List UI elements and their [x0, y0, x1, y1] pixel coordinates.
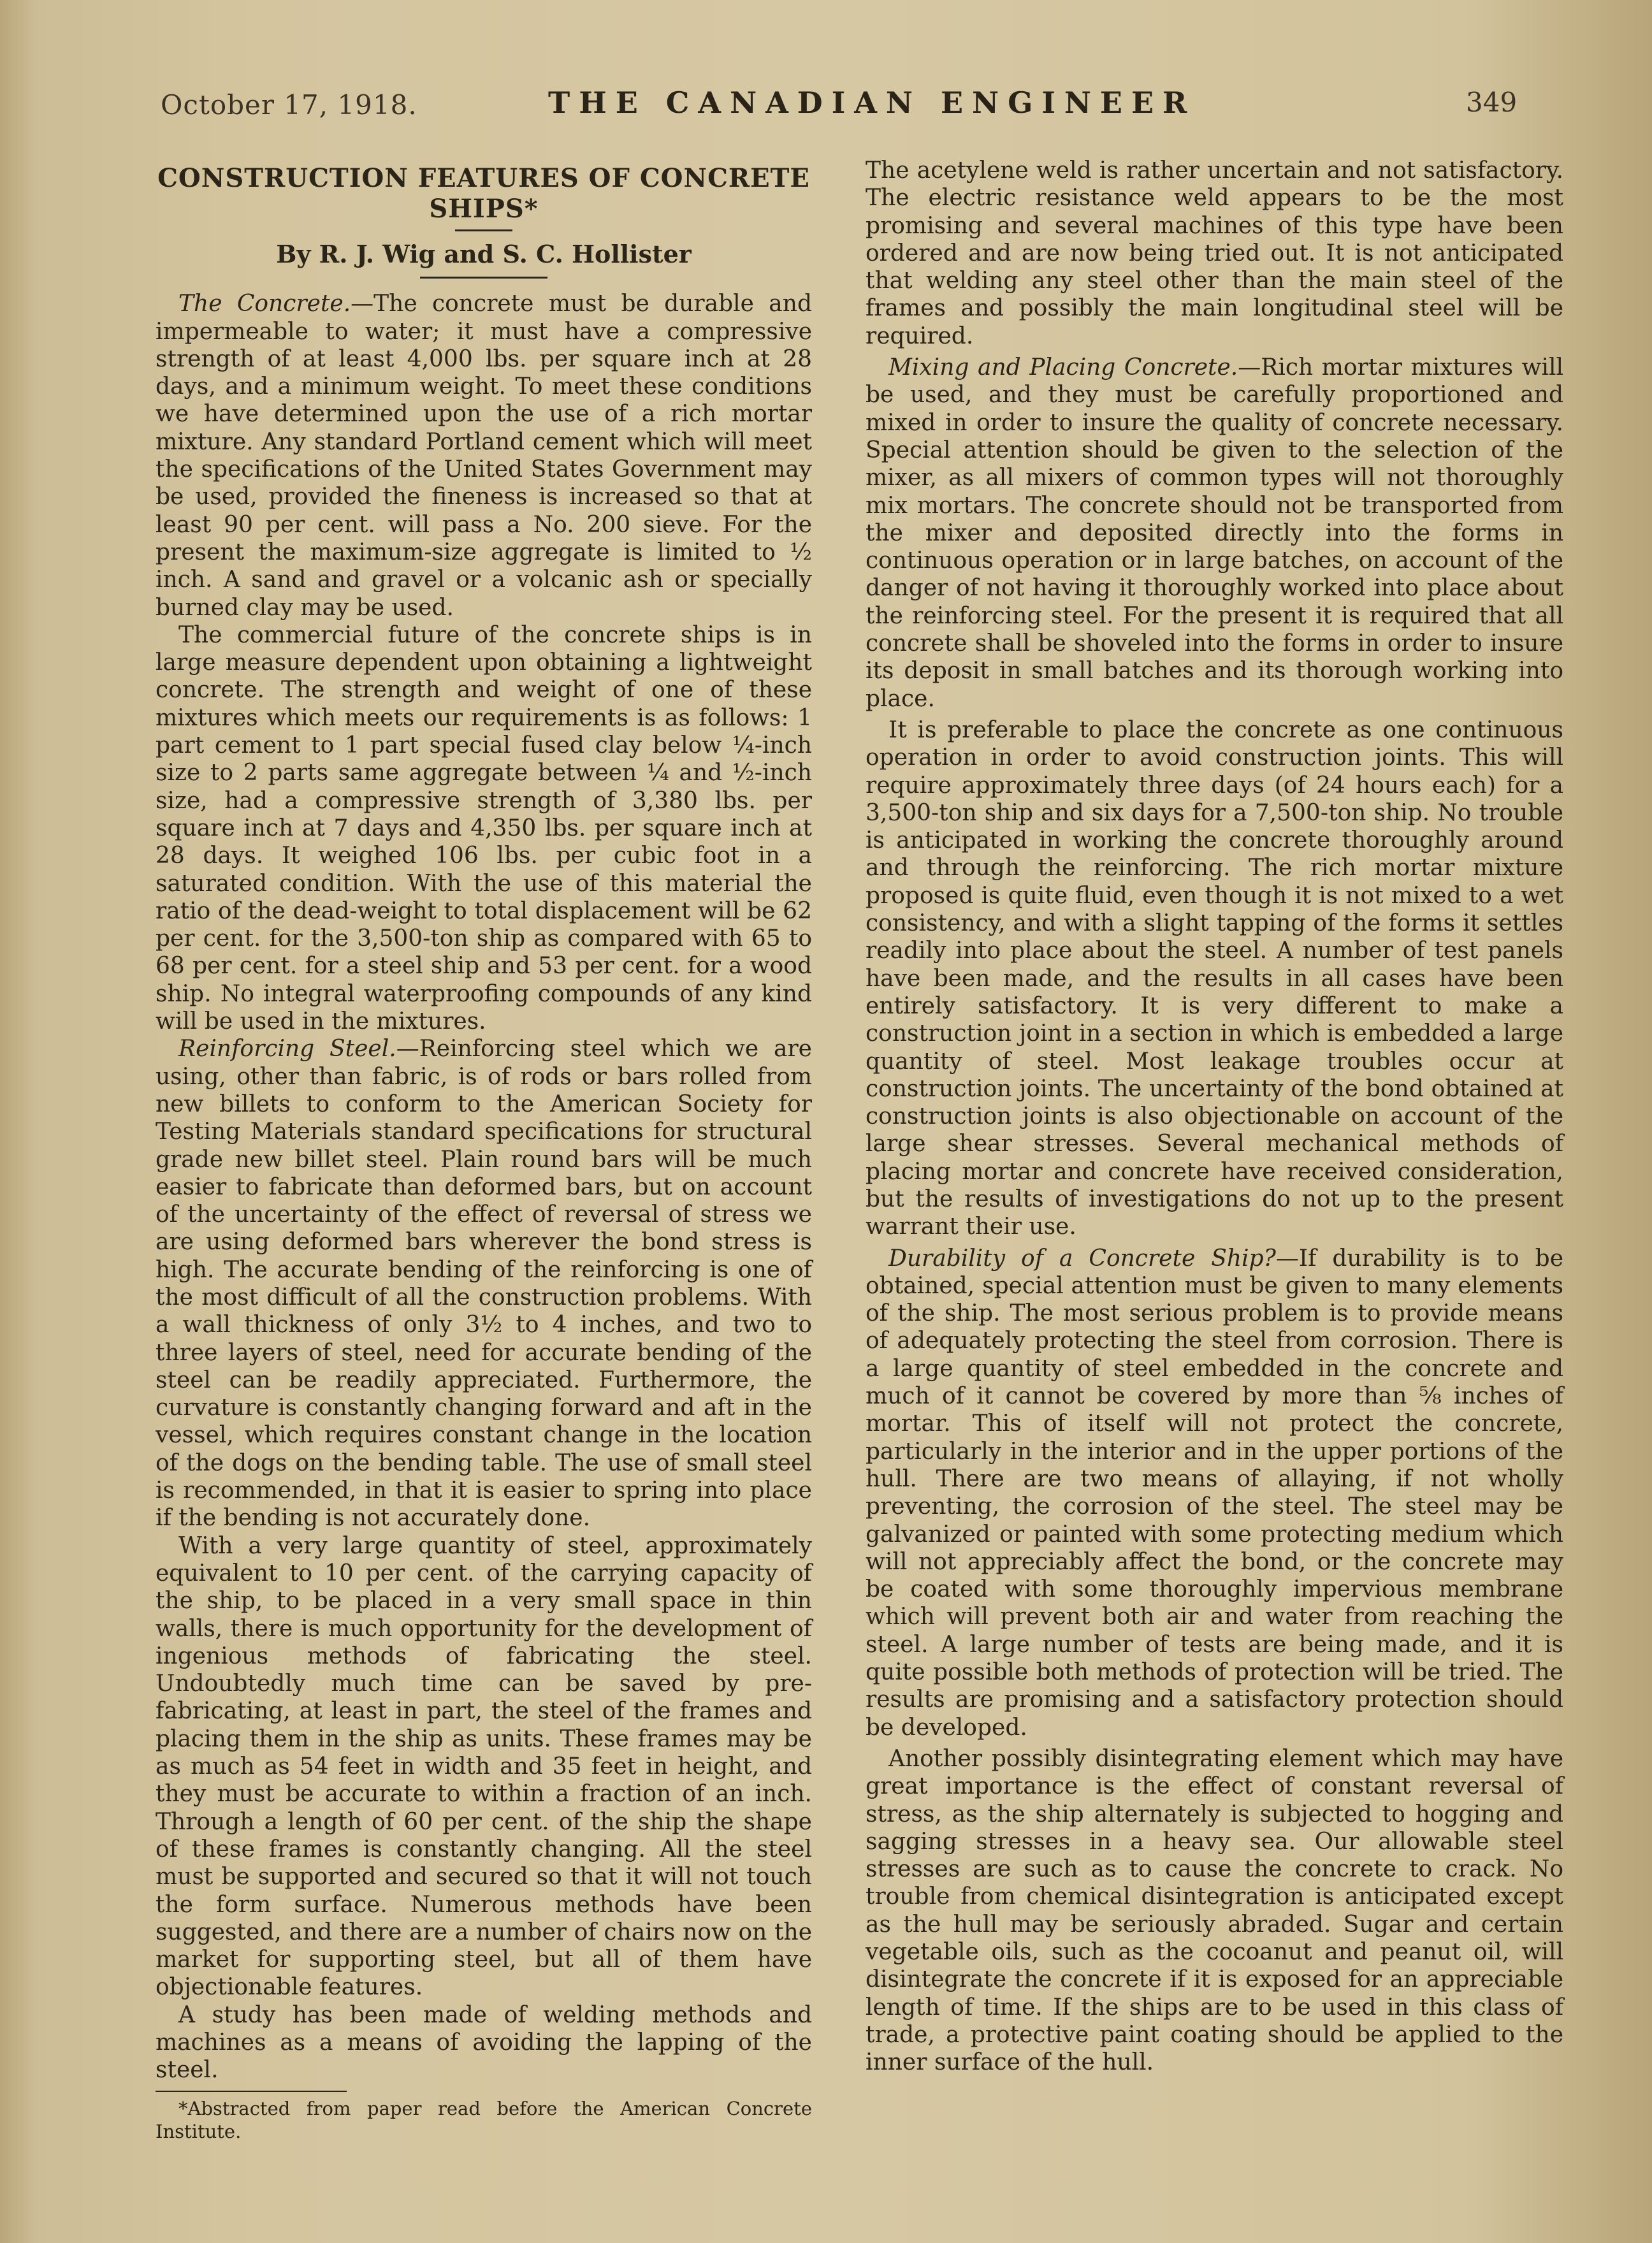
section-head-concrete: The Concrete. [178, 291, 351, 317]
paragraph-concrete [156, 290, 812, 621]
page-number: 349 [1466, 87, 1518, 118]
right-column [866, 157, 1563, 2076]
footnote-rule [156, 2091, 347, 2092]
article-title: CONSTRUCTION FEATURES OF CONCRETE SHIPS* [157, 163, 810, 224]
section-head-mixing: Mixing and Placing Concrete. [888, 354, 1238, 381]
paragraph-text: —The concrete must be durable and impermeable to water; it must have a compressive strength of at least 4,000 lbs. per square inch at 28 days, and a minimum weight. To meet these conditions we have determined upon the use of a rich mortar mixture. Any standard Portland cement which will meet the specifications of the United States Government may be used, provided the fineness is increased so that at least 90 per cent. will pass a No. 200 sieve. For the present the maximum-size aggregate is limited to ½ inch. A sand and gravel or a volcanic ash or specially burned clay may be used. [156, 291, 812, 621]
paragraph-durability [866, 1245, 1563, 1741]
journal-title: THE CANADIAN ENGINEER [548, 85, 1196, 120]
paragraph-text: —If durability is to be obtained, special attention must be given to many elements of the ship. The most serious problem is to provide means of adequately protecting the steel from corrosion. There is a large quantity of steel embedded in the concrete and much of it cannot be covered by more than ⅝ inches of mortar. This of itself will not protect the concrete, particularly in the interior and in the upper portions of the hull. There are two means of allaying, if not wholly preventing, the corrosion of the steel. The steel may be galvanized or painted with some protecting medium which will not appreciably affect the bond, or the concrete may be coated with some thoroughly impervious membrane which will prevent both air and water from reaching the steel. A large number of tests are being made, and it is quite possible both methods of protection will be tried. The results are promising and a satisfactory protection should be developed. [866, 1245, 1563, 1741]
paragraph-weld-continued: The acetylene weld is rather uncertain and not satisfactory. The electric resistance weld appears to be the most promising and several machines of this type have been ordered and are now being tried out. It is not anticipated that welding any steel other than the main steel of the frames and possibly the main longitudinal steel will be required. [866, 157, 1563, 349]
paragraph-mixing [866, 354, 1563, 713]
article-byline: By R. J. Wig and S. C. Hollister [276, 240, 692, 268]
page-header [127, 75, 1530, 126]
paragraph-lightweight: The commercial future of the concrete ships is in large measure dependent upon obtaining a lightweight concrete. The strength and weight of one of these mixtures which meets our requirements is as follows: 1 part cement to 1 part special fused clay below ¼-inch size to 2 parts same aggregate between ¼ and ½-inch size, had a compressive strength of 3,380 lbs. per square inch at 7 days and 4,350 lbs. per square inch at 28 days. It weighed 106 lbs. per cubic foot in a saturated condition. With the use of this material the ratio of the dead-weight to total displacement will be 62 per cent. for the 3,500-ton ship as compared with 65 to 68 per cent. for a steel ship and 53 per cent. for a wood ship. No integral waterproofing compounds of any kind will be used in the mixtures. [156, 621, 812, 1035]
section-head-durability: Durability of a Concrete Ship? [888, 1245, 1276, 1272]
paragraph-disintegration: Another possibly disintegrating element which may have great importance is the effect of constant reversal of stress, as the ship alternately is subjected to hogging and sagging stresses in a heavy sea. Our allowable steel stresses are such as to cause the concrete to crack. No trouble from chemical disintegration is anticipated except as the hull may be seriously abraded. Sugar and certain vegetable oils, such as the cocoanut and peanut oil, will disintegrate the concrete if it is exposed for an appreciable length of time. If the ships are to be used in this class of trade, a protective paint coating should be applied to the inner surface of the hull. [866, 1745, 1563, 2076]
paragraph-reinforcing [156, 1035, 812, 1532]
footnote: *Abstracted from paper read before the American Concrete Institute. [156, 2097, 812, 2142]
left-column [156, 153, 812, 2143]
paragraph-welding: A study has been made of welding methods and machines as a means of avoiding the lapping of the steel. [156, 2001, 812, 2084]
title-rule [455, 229, 512, 231]
paragraph-continuous-placing: It is preferable to place the concrete as one continuous operation in order to avoid construction joints. This will require approximately three days (of 24 hours each) for a 3,500-ton ship and six days for a 7,500-ton ship. No trouble is anticipated in working the concrete thoroughly around and through the reinforcing. The rich mortar mixture proposed is quite fluid, even though it is not mixed to a wet consistency, and with a slight tapping of the forms it settles readily into place about the steel. A number of test panels have been made, and the results in all cases have been entirely satisfactory. It is very different to make a construction joint in a section in which is embedded a large quantity of steel. Most leakage troubles occur at construction joints. The uncertainty of the bond obtained at construction joints is also objectionable on account of the large shear stresses. Several mechanical methods of placing mortar and concrete have received consideration, but the results of investigations do not up to the present warrant their use. [866, 716, 1563, 1240]
section-head-reinforcing: Reinforcing Steel. [178, 1036, 396, 1063]
issue-date: October 17, 1918. [161, 89, 417, 120]
paragraph-text: —Reinforcing steel which we are using, other than fabric, is of rods or bars rolled from new billets to conform to the American Society for Testing Materials standard specifications for structural grade new billet steel. Plain round bars will be much easier to fabricate than deformed bars, but on account of the uncertainty of the effect of reversal of stress we are using deformed bars wherever the bond stress is high. The accurate bending of the reinforcing is one of the most difficult of all the construction problems. With a wall thickness of only 3½ to 4 inches, and two to three layers of steel, need for accurate bending of the steel can be readily appreciated. Furthermore, the curvature is constantly changing forward and aft in the vessel, which requires constant change in the location of the dogs on the bending table. The use of small steel is recommended, in that it is easier to spring into place if the bending is not accurately done. [156, 1036, 812, 1532]
byline-rule [420, 277, 547, 279]
paragraph-steel-quantity: With a very large quantity of steel, approximately equivalent to 10 per cent. of the carrying capacity of the ship, to be placed in a very small space in thin walls, there is much opportunity for the development of ingenious methods of fabricating the steel. Undoubtedly much time can be saved by pre-fabricating, at least in part, the steel of the frames and placing them in the ship as units. These frames may be as much as 54 feet in width and 35 feet in height, and they must be accurate to within a fraction of an inch. Through a length of 60 per cent. of the ship the shape of these frames is constantly changing. All the steel must be supported and secured so that it will not touch the form surface. Numerous methods have been suggested, and there are a number of chairs now on the market for supporting steel, but all of them have objectionable features. [156, 1532, 812, 2001]
paragraph-text: —Rich mortar mixtures will be used, and they must be carefully proportioned and mixed in order to insure the quality of concrete necessary. Special attention should be given to the selection of the mixer, as all mixers of common types will not thoroughly mix mortars. The concrete should not be transported from the mixer and deposited directly into the forms in continuous operation or in large batches, on account of the danger of not having it thoroughly worked into place about the reinforcing steel. For the present it is required that all concrete shall be shoveled into the forms in order to insure its deposit in small batches and its thorough working into place. [866, 354, 1563, 712]
